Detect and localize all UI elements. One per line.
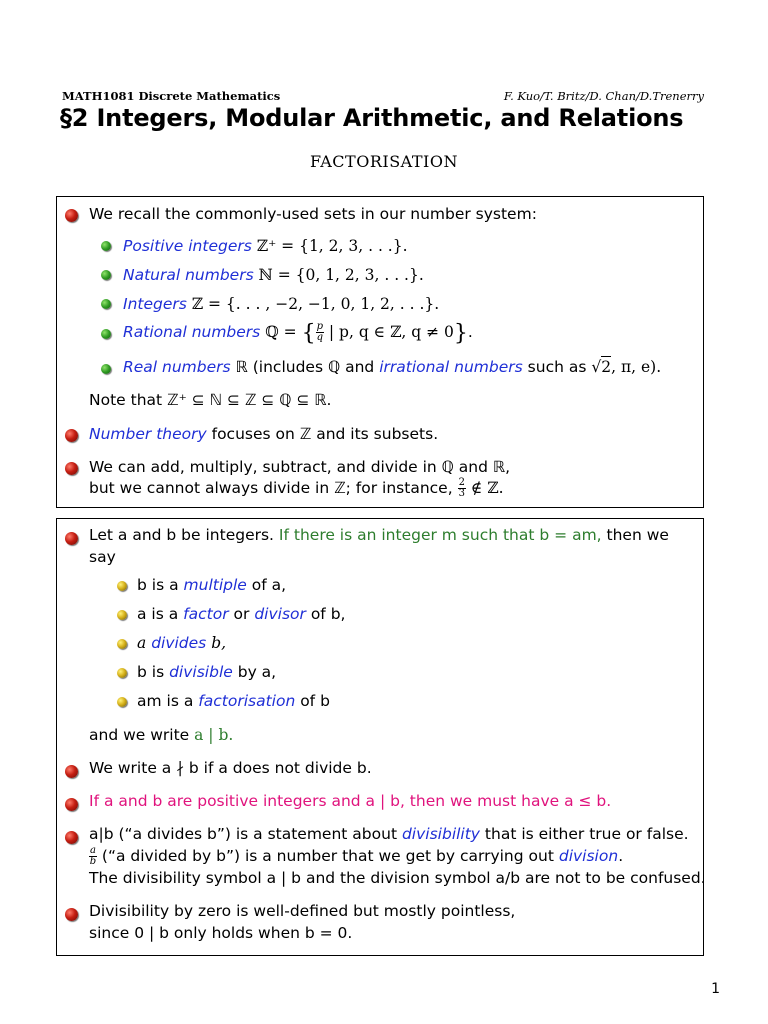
- red-bullet-icon: [65, 765, 78, 778]
- rational-numbers-item: Rational numbers ℚ = { $\frac{p}{q}$ | p, q ∈ ℤ, q ≠ 0}.: [123, 321, 473, 346]
- natural-numbers-math: ℕ = {0, 1, 2, 3, . . .}.: [258, 266, 424, 284]
- real-suffix-1: such as √: [527, 358, 602, 376]
- confuse-line: The divisibility symbol a | b and the division symbol a/b are not to be confused.: [89, 869, 706, 887]
- green-bullet-icon: [101, 329, 111, 339]
- say-text: say: [89, 548, 116, 566]
- zero-line-1: Divisibility by zero is well-defined but mostly pointless,: [89, 902, 516, 920]
- operations-line-1: We can add, multiply, subtract, and divide in ℚ and ℝ,: [89, 458, 511, 476]
- divisibility-box: [56, 518, 704, 956]
- red-bullet-icon: [65, 831, 78, 844]
- integers-math: ℤ = {. . . , −2, −1, 0, 1, 2, . . .}.: [191, 295, 440, 313]
- division-line: $\frac{a}{b}$ (“a divided by b”) is a number that we get by carrying out division.: [89, 845, 624, 867]
- divides-item: a divides b,: [137, 634, 227, 652]
- term-divisibility: divisibility: [401, 825, 480, 843]
- positive-rule-line: If a and b are positive integers and a | b, then we must have a ≤ b.: [89, 792, 612, 810]
- green-bullet-icon: [101, 241, 111, 251]
- a-over-b-fraction: $\frac{a}{b}$: [89, 845, 97, 867]
- real-sqrt-two: 2: [601, 358, 612, 376]
- yellow-bullet-icon: [117, 581, 127, 591]
- term-positive-integers: Positive integers: [123, 237, 252, 255]
- term-multiple: multiple: [183, 576, 247, 594]
- red-bullet-icon: [65, 532, 78, 545]
- authors: F. Kuo/T. Britz/D. Chan/D.Trenerry: [503, 89, 704, 103]
- page-title: §2 Integers, Modular Arithmetic, and Relations: [60, 104, 684, 132]
- term-factorisation: factorisation: [198, 692, 296, 710]
- definition-suffix: then we: [606, 526, 669, 544]
- real-prefix: ℝ (includes ℚ and: [235, 358, 375, 376]
- green-bullet-icon: [101, 299, 111, 309]
- definition-condition: If there is an integer m such that b = am,: [278, 526, 602, 544]
- term-irrational-numbers: irrational numbers: [379, 358, 523, 376]
- red-bullet-icon: [65, 462, 78, 475]
- definition-prefix: Let a and b be integers.: [89, 526, 274, 544]
- term-natural-numbers: Natural numbers: [123, 266, 254, 284]
- two-thirds-fraction: $\frac{2}{3}$: [458, 477, 465, 499]
- term-divides: divides: [151, 634, 207, 652]
- term-divisor: divisor: [254, 605, 306, 623]
- divisible-item: b is divisible by a,: [137, 663, 277, 681]
- red-bullet-icon: [65, 798, 78, 811]
- yellow-bullet-icon: [117, 697, 127, 707]
- rational-fraction: $\frac{p}{q}$: [316, 321, 323, 343]
- real-suffix-2: , π, e).: [611, 358, 662, 376]
- notation-line: and we write a | b.: [89, 726, 234, 744]
- term-real-numbers: Real numbers: [123, 358, 231, 376]
- term-factor: factor: [183, 605, 229, 623]
- rational-condition: | p, q ∈ ℤ, q ≠ 0: [328, 323, 454, 341]
- number-theory-rest: focuses on ℤ and its subsets.: [211, 425, 439, 443]
- factorisation-item: am is a factorisation of b: [137, 692, 330, 710]
- term-division: division: [558, 847, 619, 865]
- statement-line: a|b (“a divides b”) is a statement about divisibility that is either true or false.: [89, 825, 689, 843]
- yellow-bullet-icon: [117, 668, 127, 678]
- term-number-theory: Number theory: [89, 425, 207, 443]
- zero-line-2: since 0 | b only holds when b = 0.: [89, 924, 353, 942]
- rational-prefix: ℚ =: [265, 323, 297, 341]
- not-divide-line: We write a ∤ b if a does not divide b.: [89, 759, 372, 777]
- yellow-bullet-icon: [117, 639, 127, 649]
- term-divisible: divisible: [169, 663, 233, 681]
- real-numbers-item: [123, 357, 661, 377]
- term-integers: Integers: [123, 295, 187, 313]
- integers-item: [123, 294, 439, 314]
- factor-item: a is a factor or divisor of b,: [137, 605, 346, 623]
- red-bullet-icon: [65, 429, 78, 442]
- operations-line-2: but we cannot always divide in ℤ; for instance, $\frac{2}{3}$ ∉ ℤ.: [89, 477, 504, 499]
- page-number: 1: [711, 981, 720, 997]
- subset-note: Note that ℤ⁺ ⊆ ℕ ⊆ ℤ ⊆ ℚ ⊆ ℝ.: [89, 391, 332, 409]
- recall-text: We recall the commonly-used sets in our number system:: [89, 205, 537, 223]
- yellow-bullet-icon: [117, 610, 127, 620]
- green-bullet-icon: [101, 270, 111, 280]
- red-bullet-icon: [65, 209, 78, 222]
- natural-numbers-item: [123, 265, 424, 285]
- red-bullet-icon: [65, 908, 78, 921]
- number-sets-box: [56, 196, 704, 508]
- green-bullet-icon: [101, 364, 111, 374]
- definition-line: [89, 525, 669, 545]
- positive-integers-item: [123, 236, 408, 256]
- number-theory-item: [89, 424, 438, 444]
- course-name: MATH1081 Discrete Mathematics: [62, 89, 281, 103]
- multiple-item: b is a multiple of a,: [137, 576, 287, 594]
- divides-notation: a | b.: [194, 726, 234, 744]
- term-rational-numbers: Rational numbers: [123, 323, 261, 341]
- section-subtitle: FACTORISATION: [310, 152, 458, 171]
- positive-integers-math: ℤ⁺ = {1, 2, 3, . . .}.: [256, 237, 408, 255]
